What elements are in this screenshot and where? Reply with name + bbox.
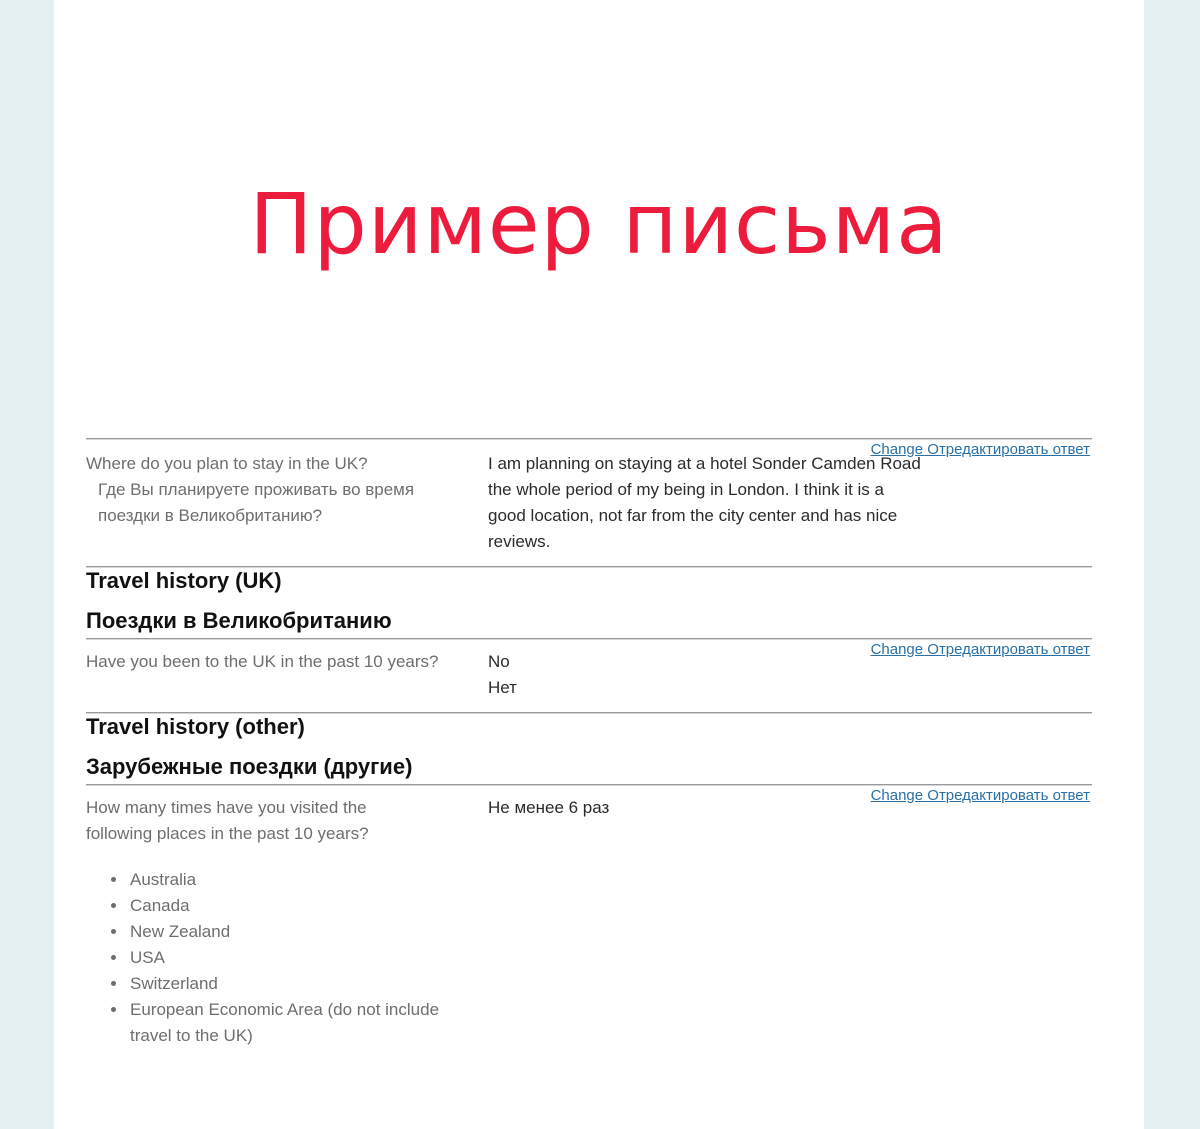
answer-travel-other: Не менее 6 раз	[488, 798, 610, 817]
answer-stay-line: good location, not far from the city center and has nice	[488, 506, 898, 525]
section-heading-travel-uk-en: Travel history (UK)	[86, 568, 282, 593]
summary-row-travel-uk	[86, 638, 1092, 713]
answer-travel-uk	[488, 649, 966, 701]
summary-row-stay	[86, 438, 1092, 567]
list-item: • New Zealand	[128, 919, 448, 945]
section-heading-travel-other-ru: Зарубежные поездки (другие)	[86, 754, 413, 779]
list-item: • Australia	[128, 867, 448, 893]
answer-stay-line: the whole period of my being in London. I think it is a	[488, 480, 884, 499]
answer-travel-uk-ru: Нет	[488, 678, 517, 697]
change-link-stay[interactable]: Change Отредактировать ответ	[870, 441, 1090, 458]
section-travel-other	[86, 712, 1092, 785]
answer-travel-uk-en: No	[488, 652, 510, 671]
places-list	[108, 867, 448, 1049]
answer-stay	[488, 451, 966, 555]
question-stay-ru-line2: поездки в Великобританию?	[98, 506, 323, 525]
change-link-travel-uk[interactable]: Change Отредактировать ответ	[870, 641, 1090, 658]
banner-title: Пример письма	[249, 175, 949, 273]
question-travel-other	[86, 795, 478, 847]
answer-stay-line: I am planning on staying at a hotel Sonder Camden Road	[488, 454, 921, 473]
question-stay-ru-line1: Где Вы планируете проживать во время	[98, 480, 415, 499]
section-travel-uk	[86, 566, 1092, 639]
question-stay-en: Where do you plan to stay in the UK?	[86, 454, 368, 473]
list-item: • Switzerland	[128, 971, 448, 997]
question-travel-other-line2: following places in the past 10 years?	[86, 824, 369, 843]
list-item: • European Economic Area (do not include travel to the UK)	[128, 997, 448, 1049]
question-travel-other-line1: How many times have you visited the	[86, 798, 367, 817]
list-item: • USA	[128, 945, 448, 971]
list-item: • Canada	[128, 893, 448, 919]
change-link-travel-other[interactable]: Change Отредактировать ответ	[870, 787, 1090, 804]
section-heading-travel-other-en: Travel history (other)	[86, 714, 305, 739]
section-heading-travel-uk-ru: Поездки в Великобританию	[86, 608, 392, 633]
answer-stay-line: reviews.	[488, 532, 551, 551]
page-sheet	[54, 0, 1144, 1129]
question-stay	[86, 451, 478, 529]
question-travel-uk: Have you been to the UK in the past 10 years?	[86, 652, 439, 671]
summary-row-travel-other	[86, 784, 1092, 1075]
